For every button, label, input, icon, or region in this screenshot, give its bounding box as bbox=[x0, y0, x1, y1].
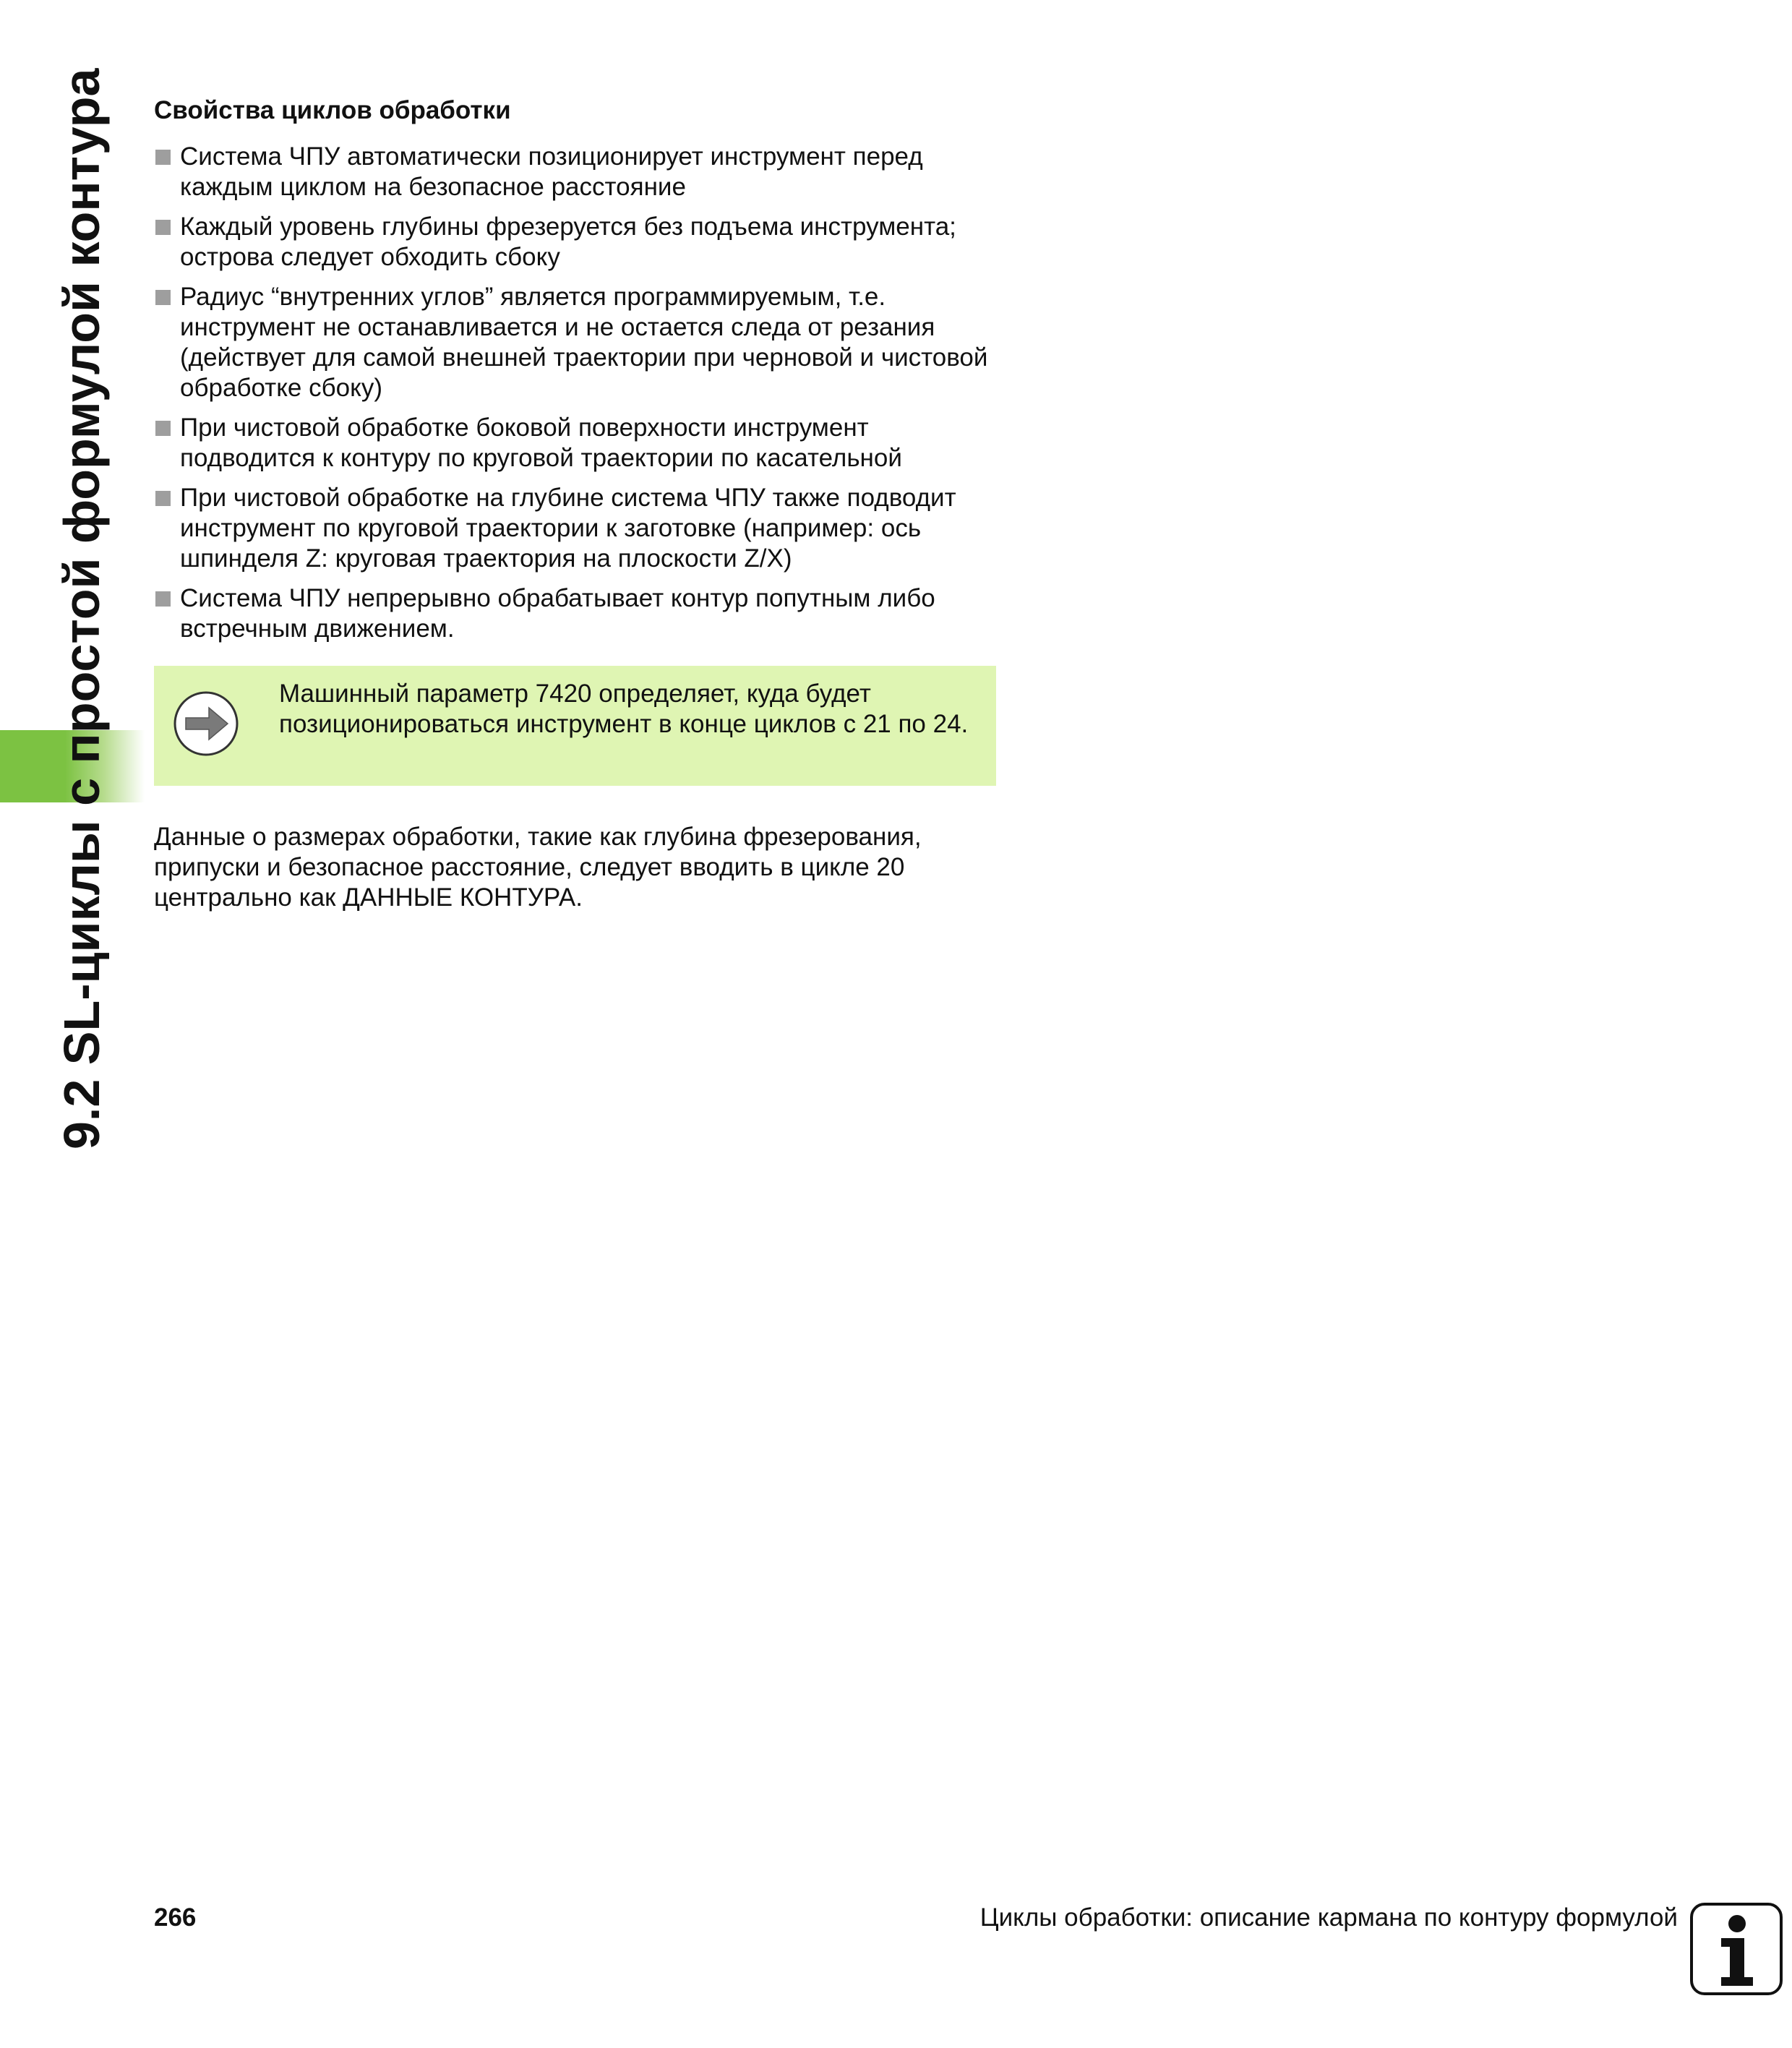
list-item bbox=[154, 483, 1000, 574]
body-paragraph: Данные о размерах обработки, такие как глубина фрезерования, припуски и безопасное расстояние, следует вводить в цикле 20 центрально как ДАННЫЕ КОНТУРА. bbox=[154, 823, 922, 912]
list-item-text: При чистовой обработке на глубине система ЧПУ также подводит инструмент по круговой траектории к заготовке (например: ось шпинделя Z: круговая траектория на плоскости Z/X) bbox=[180, 484, 956, 573]
square-bullet-icon bbox=[155, 421, 171, 436]
bullet-list bbox=[154, 142, 1000, 644]
chapter-title: 9.2 SL-циклы с простой формулой контура bbox=[53, 68, 110, 1149]
list-item bbox=[154, 142, 1000, 202]
section-heading: Свойства циклов обработки bbox=[154, 96, 511, 124]
footer-title: Циклы обработки: описание кармана по контуру формулой bbox=[979, 1903, 1678, 1932]
square-bullet-icon bbox=[155, 220, 171, 235]
info-icon bbox=[1689, 1902, 1783, 1996]
list-item bbox=[154, 282, 1000, 403]
note-text: Машинный параметр 7420 определяет, куда будет позиционироваться инструмент в конце циклов с 21 по 24. bbox=[279, 680, 969, 738]
square-bullet-icon bbox=[155, 150, 171, 165]
arrow-right-icon bbox=[173, 690, 239, 757]
main-content bbox=[154, 94, 1000, 913]
list-item-text: Каждый уровень глубины фрезеруется без подъема инструмента; острова следует обходить сбоку bbox=[180, 213, 956, 271]
square-bullet-icon bbox=[155, 591, 171, 607]
list-item bbox=[154, 583, 1000, 644]
list-item-text: При чистовой обработке боковой поверхности инструмент подводится к контуру по круговой траектории по касательной bbox=[180, 414, 902, 472]
list-item-text: Система ЧПУ непрерывно обрабатывает контур попутным либо встречным движением. bbox=[180, 584, 935, 643]
list-item-text: Радиус “внутренних углов” является программируемым, т.е. инструмент не останавливается и не остается следа от резания (действует для самой внешней траектории при черновой и чистовой обработке сбоку) bbox=[180, 283, 988, 402]
list-item bbox=[154, 212, 1000, 273]
list-item-text: Система ЧПУ автоматически позиционирует инструмент перед каждым циклом на безопасное расстояние bbox=[180, 142, 923, 201]
page-number: 266 bbox=[154, 1903, 197, 1932]
square-bullet-icon bbox=[155, 290, 171, 305]
list-item bbox=[154, 413, 1000, 474]
square-bullet-icon bbox=[155, 491, 171, 506]
note-box bbox=[154, 666, 996, 786]
